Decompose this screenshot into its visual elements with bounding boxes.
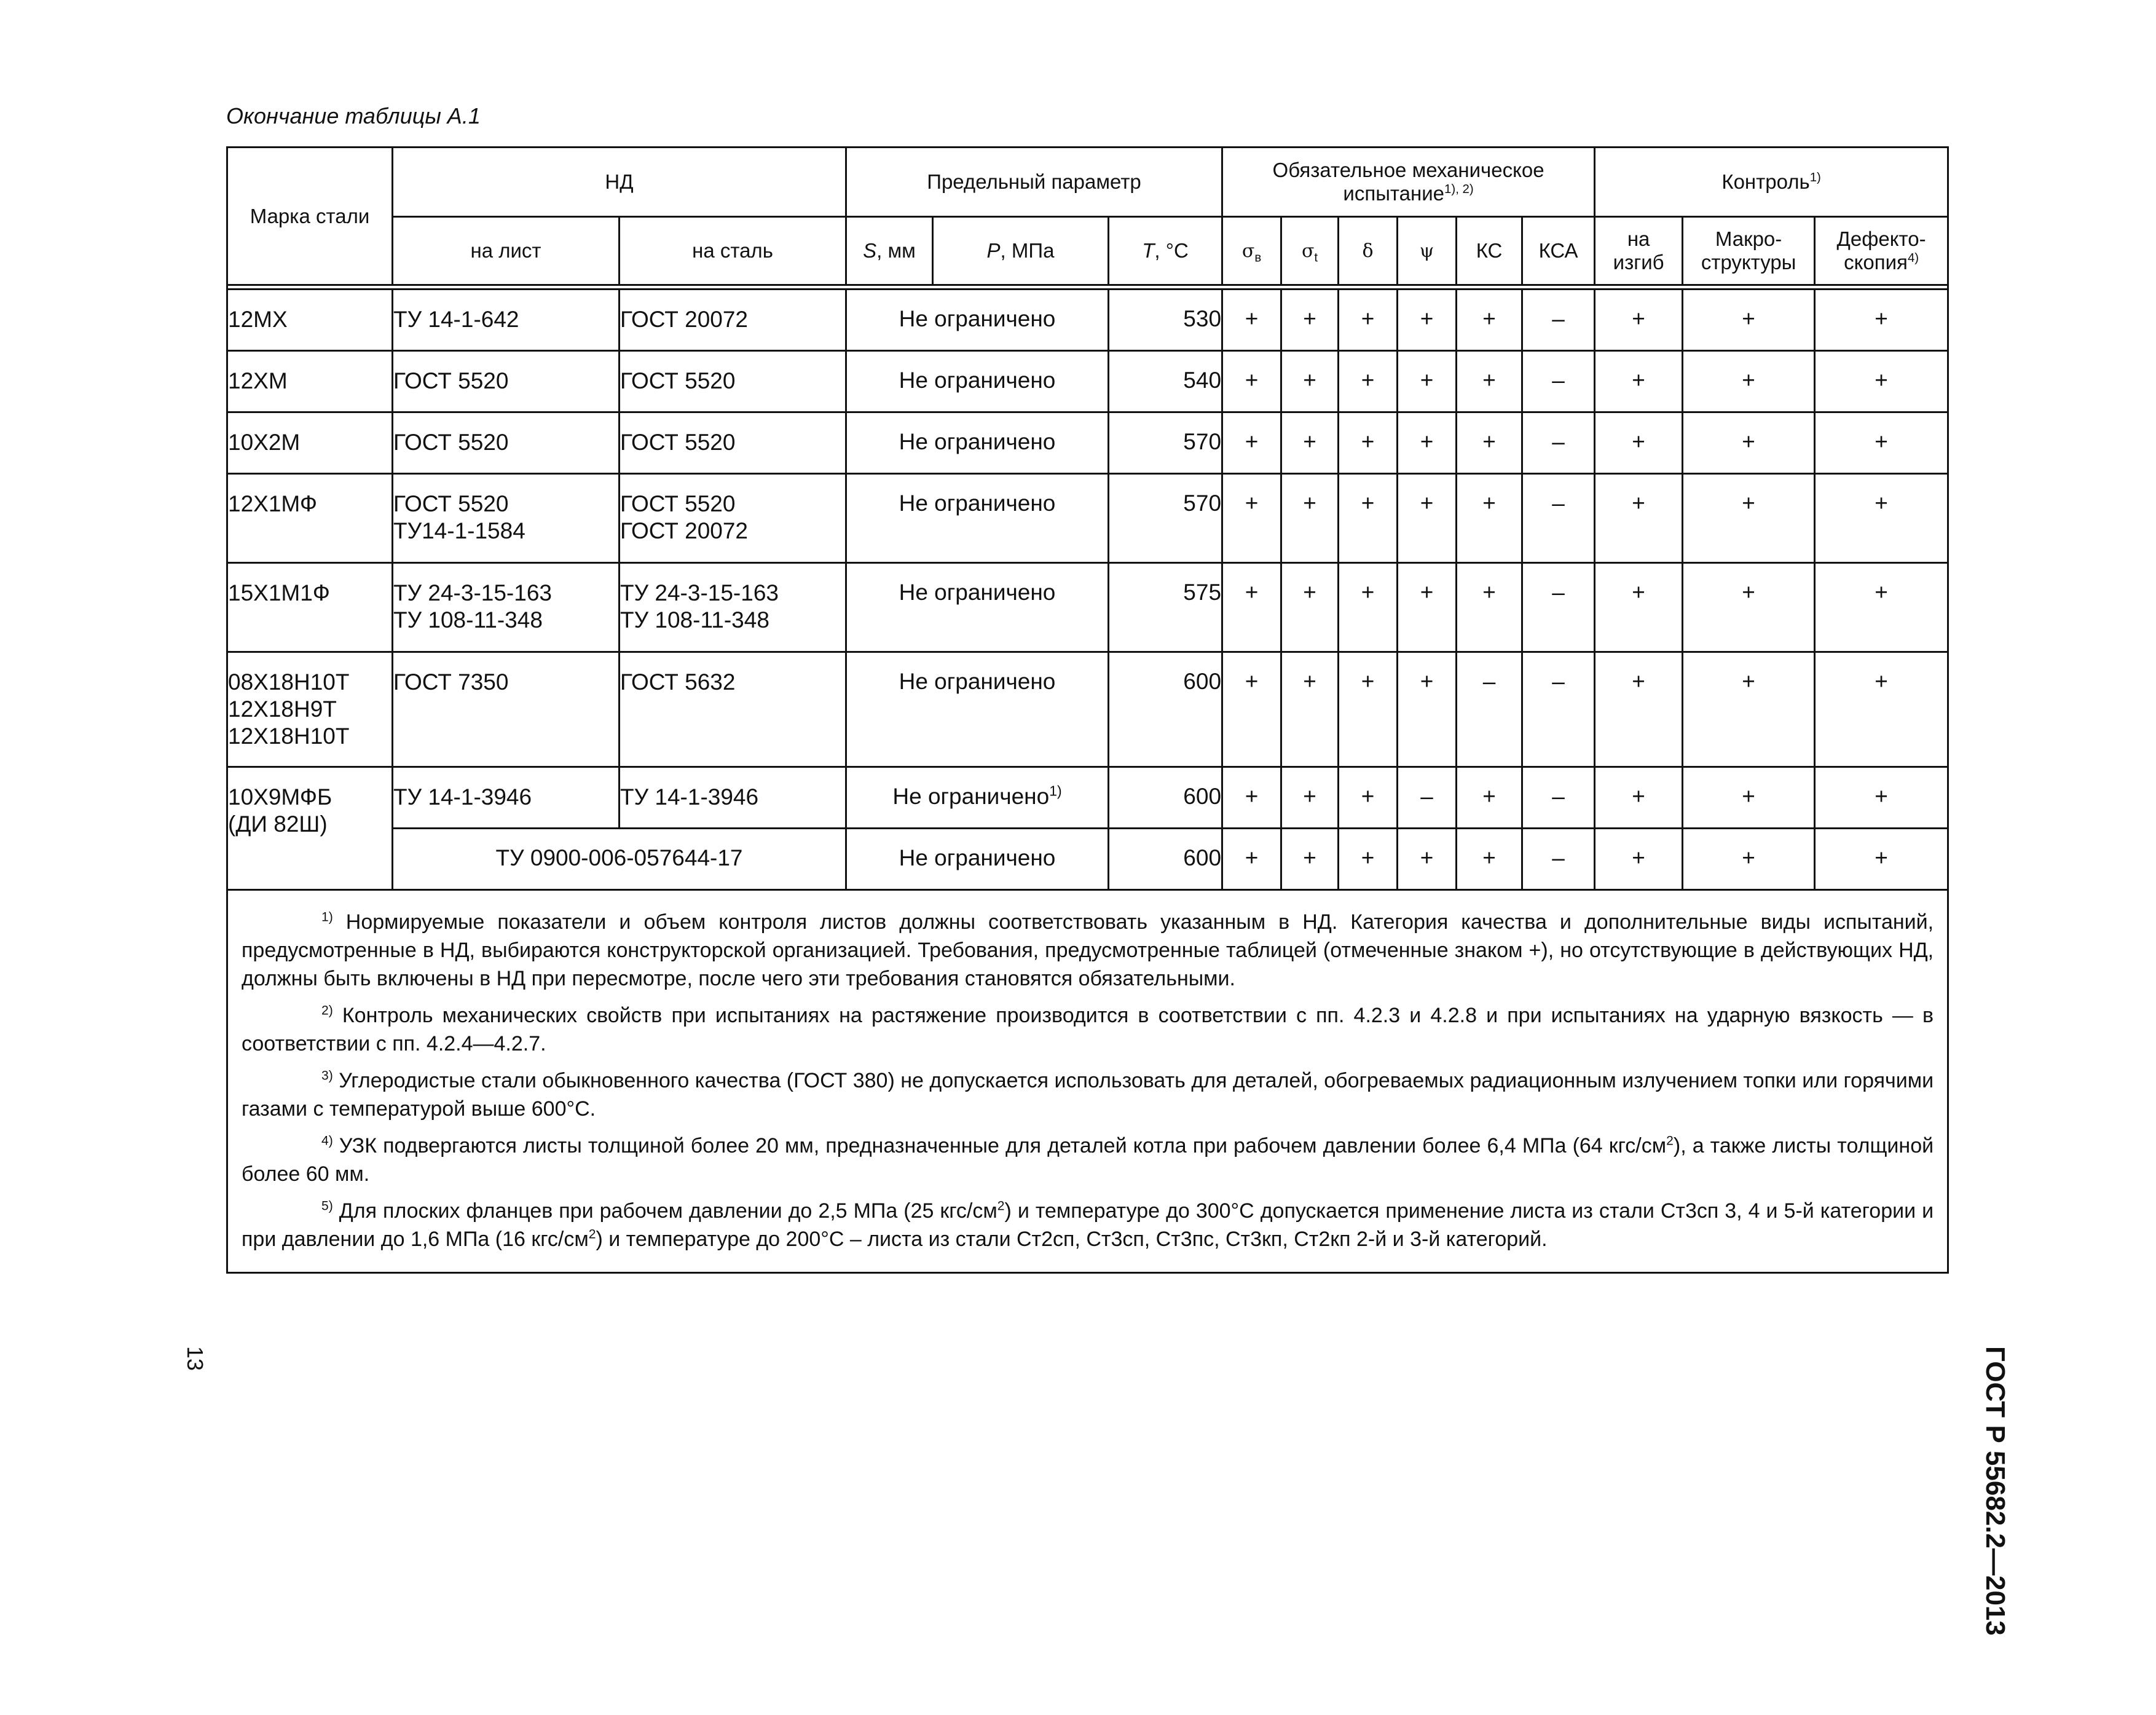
header-kca: КСА xyxy=(1522,217,1595,285)
cell-sign: + xyxy=(1398,652,1457,767)
cell-sign: – xyxy=(1522,767,1595,829)
cell-sign: + xyxy=(1683,351,1815,412)
cell-limit: Не ограничено$^{1)}$ xyxy=(846,767,1109,829)
cell-limit: Не ограничено xyxy=(846,652,1109,767)
cell-temperature: 570 xyxy=(1109,412,1222,474)
footnote: $^{4)}$ УЗК подвергаются листы толщиной более 20 мм, предназначенные для деталей котла при рабочем давлении более 6,4 МПа (64 кгс/$см^2$), а также листы толщиной более 60 мм. xyxy=(242,1133,1934,1186)
cell-nd-combined: ТУ 0900-006-057644-17 xyxy=(393,829,846,890)
cell-sign: – xyxy=(1522,829,1595,890)
cell-grade: 10Х9МФБ (ДИ 82Ш) xyxy=(227,767,393,890)
header-s: S, мм xyxy=(846,217,933,285)
cell-sign: + xyxy=(1683,474,1815,563)
table-row xyxy=(227,412,1948,474)
cell-sign: + xyxy=(1595,563,1683,652)
cell-sign: + xyxy=(1683,290,1815,351)
cell-sign: + xyxy=(1595,412,1683,474)
header-sigma-v: $\sigma_в$ xyxy=(1222,217,1281,285)
cell-sign: + xyxy=(1683,829,1815,890)
cell-sign: + xyxy=(1398,563,1457,652)
cell-grade: 10Х2М xyxy=(227,412,393,474)
cell-sign: + xyxy=(1595,767,1683,829)
cell-sign: + xyxy=(1398,351,1457,412)
cell-sign: + xyxy=(1683,767,1815,829)
cell-sign: + xyxy=(1815,474,1948,563)
cell-sign: + xyxy=(1281,767,1339,829)
table-caption: Окончание таблицы А.1 xyxy=(226,103,481,128)
footnote: $^{5)}$ Для плоских фланцев при рабочем давлении до 2,5 МПа (25 кгс/$см^2$) и температуре до 300°С допускается применение листа из стали Ст3сп 3, 4 и 5-й категории и при давлении до 1,6 МПа (16 кгс/$см^2$) и температуре до 200°С – листа из стали Ст2сп, Ст3сп, Ст3пс, Ст3кп, Ст2кп 2-й и 3-й категорий. xyxy=(242,1199,1934,1251)
cell-sign: + xyxy=(1281,829,1339,890)
cell-sign: + xyxy=(1222,412,1281,474)
cell-limit: Не ограничено xyxy=(846,290,1109,351)
cell-sign: + xyxy=(1595,652,1683,767)
header-mech-test: Обязательное механическое испытание$^{1), 2)}$ xyxy=(1222,148,1595,217)
table-row xyxy=(227,767,1948,829)
table-row xyxy=(227,563,1948,652)
cell-sign: + xyxy=(1339,829,1398,890)
cell-sign: + xyxy=(1339,351,1398,412)
cell-temperature: 600 xyxy=(1109,767,1222,829)
cell-sign: + xyxy=(1457,290,1522,351)
cell-nd-sheet: ГОСТ 5520 ТУ14-1-1584 xyxy=(393,474,620,563)
header-nd-sheet: на лист xyxy=(393,217,620,285)
cell-temperature: 570 xyxy=(1109,474,1222,563)
notes-cell xyxy=(227,890,1948,1273)
cell-nd-steel: ГОСТ 5632 xyxy=(620,652,846,767)
document-designation: ГОСТ Р 55682.2—2013 xyxy=(1980,1346,2010,1636)
cell-nd-sheet: ГОСТ 5520 xyxy=(393,351,620,412)
header-bend: на изгиб xyxy=(1595,217,1683,285)
cell-sign: + xyxy=(1398,474,1457,563)
header-psi: ψ xyxy=(1398,217,1457,285)
cell-sign: + xyxy=(1398,829,1457,890)
table-row xyxy=(227,290,1948,351)
table-row xyxy=(227,829,1948,890)
cell-sign: + xyxy=(1222,563,1281,652)
header-kc: КС xyxy=(1457,217,1522,285)
header-delta: δ xyxy=(1339,217,1398,285)
cell-nd-steel: ТУ 14-1-3946 xyxy=(620,767,846,829)
cell-grade: 12ХМ xyxy=(227,351,393,412)
cell-grade: 12МХ xyxy=(227,290,393,351)
cell-limit: Не ограничено xyxy=(846,563,1109,652)
table-row xyxy=(227,652,1948,767)
cell-sign: + xyxy=(1339,290,1398,351)
cell-sign: – xyxy=(1522,563,1595,652)
header-macro: Макро- структуры xyxy=(1683,217,1815,285)
table-row xyxy=(227,351,1948,412)
cell-sign: + xyxy=(1281,652,1339,767)
cell-sign: + xyxy=(1815,290,1948,351)
cell-nd-steel: ГОСТ 5520 xyxy=(620,412,846,474)
cell-sign: + xyxy=(1815,412,1948,474)
footnote: $^{1)}$ Нормируемые показатели и объем контроля листов должны соответствовать указанным в НД. Категория качества и дополнительные виды испытаний, предусмотренные в НД, выбираются конструкторской организацией. Требования, предусмотренные таблицей (отмеченные знаком +), но отсутствующие в действующих НД, должны быть включены в НД при пересмотре, после чего эти требования становятся обязательными. xyxy=(242,910,1934,990)
cell-sign: + xyxy=(1398,412,1457,474)
cell-nd-steel: ТУ 24-3-15-163 ТУ 108-11-348 xyxy=(620,563,846,652)
cell-temperature: 540 xyxy=(1109,351,1222,412)
cell-temperature: 575 xyxy=(1109,563,1222,652)
cell-sign: + xyxy=(1595,351,1683,412)
header-p: P, МПа xyxy=(933,217,1109,285)
cell-sign: + xyxy=(1222,474,1281,563)
cell-sign: + xyxy=(1339,412,1398,474)
cell-sign: + xyxy=(1595,474,1683,563)
header-defect: Дефекто- скопия$^{4)}$ xyxy=(1815,217,1948,285)
cell-sign: + xyxy=(1457,563,1522,652)
cell-sign: + xyxy=(1339,563,1398,652)
cell-limit: Не ограничено xyxy=(846,829,1109,890)
cell-nd-sheet: ГОСТ 5520 xyxy=(393,412,620,474)
table-row xyxy=(227,474,1948,563)
cell-sign: + xyxy=(1339,767,1398,829)
cell-sign: + xyxy=(1222,290,1281,351)
cell-sign: + xyxy=(1222,829,1281,890)
cell-sign: + xyxy=(1457,412,1522,474)
header-nd: НД xyxy=(393,148,846,217)
cell-limit: Не ограничено xyxy=(846,474,1109,563)
cell-sign: + xyxy=(1222,767,1281,829)
header-steel-grade: Марка стали xyxy=(227,148,393,285)
cell-sign: + xyxy=(1457,829,1522,890)
cell-sign: + xyxy=(1222,652,1281,767)
cell-grade: 12Х1МФ xyxy=(227,474,393,563)
cell-sign: + xyxy=(1815,652,1948,767)
cell-sign: – xyxy=(1522,290,1595,351)
header-t: T, °С xyxy=(1109,217,1222,285)
cell-grade: 08Х18Н10Т 12Х18Н9Т 12Х18Н10Т xyxy=(227,652,393,767)
cell-limit: Не ограничено xyxy=(846,351,1109,412)
header-sigma-t: $\sigma_t$ xyxy=(1281,217,1339,285)
cell-sign: + xyxy=(1815,563,1948,652)
cell-sign: + xyxy=(1815,767,1948,829)
footnote: $^{3)}$ Углеродистые стали обыкновенного качества (ГОСТ 380) не допускается использовать для деталей, обогреваемых радиационным излучением топки или горячими газами с температурой выше 600°С. xyxy=(242,1068,1934,1121)
cell-nd-sheet: ГОСТ 7350 xyxy=(393,652,620,767)
header-limit-param: Предельный параметр xyxy=(846,148,1222,217)
cell-temperature: 530 xyxy=(1109,290,1222,351)
cell-sign: + xyxy=(1457,767,1522,829)
cell-nd-sheet: ТУ 14-1-3946 xyxy=(393,767,620,829)
cell-sign: – xyxy=(1457,652,1522,767)
cell-nd-sheet: ТУ 14-1-642 xyxy=(393,290,620,351)
cell-temperature: 600 xyxy=(1109,652,1222,767)
cell-sign: + xyxy=(1683,652,1815,767)
header-nd-steel: на сталь xyxy=(620,217,846,285)
cell-limit: Не ограничено xyxy=(846,412,1109,474)
cell-temperature: 600 xyxy=(1109,829,1222,890)
cell-sign: + xyxy=(1595,829,1683,890)
header-control: Контроль$^{1)}$ xyxy=(1595,148,1948,217)
cell-sign: + xyxy=(1281,290,1339,351)
notes-row xyxy=(227,890,1948,1273)
cell-sign: + xyxy=(1281,412,1339,474)
cell-nd-steel: ГОСТ 5520 ГОСТ 20072 xyxy=(620,474,846,563)
cell-sign: + xyxy=(1281,351,1339,412)
cell-nd-steel: ГОСТ 5520 xyxy=(620,351,846,412)
cell-sign: + xyxy=(1815,829,1948,890)
cell-sign: + xyxy=(1339,474,1398,563)
cell-sign: – xyxy=(1398,767,1457,829)
cell-grade: 15Х1М1Ф xyxy=(227,563,393,652)
cell-sign: + xyxy=(1815,351,1948,412)
cell-sign: + xyxy=(1398,290,1457,351)
cell-nd-sheet: ТУ 24-3-15-163 ТУ 108-11-348 xyxy=(393,563,620,652)
cell-sign: + xyxy=(1683,412,1815,474)
cell-sign: + xyxy=(1595,290,1683,351)
steel-table xyxy=(226,146,1949,1274)
cell-sign: + xyxy=(1683,563,1815,652)
cell-sign: + xyxy=(1339,652,1398,767)
page-number: 13 xyxy=(183,1346,208,1371)
cell-sign: + xyxy=(1281,563,1339,652)
cell-sign: + xyxy=(1457,474,1522,563)
cell-nd-steel: ГОСТ 20072 xyxy=(620,290,846,351)
cell-sign: + xyxy=(1281,474,1339,563)
footnote: $^{2)}$ Контроль механических свойств при испытаниях на растяжение производится в соответствии с пп. 4.2.3 и 4.2.8 и при испытаниях на ударную вязкость — в соответствии с пп. 4.2.4—4.2.7. xyxy=(242,1003,1934,1055)
cell-sign: + xyxy=(1457,351,1522,412)
cell-sign: – xyxy=(1522,351,1595,412)
cell-sign: – xyxy=(1522,652,1595,767)
cell-sign: – xyxy=(1522,474,1595,563)
cell-sign: + xyxy=(1222,351,1281,412)
cell-sign: – xyxy=(1522,412,1595,474)
